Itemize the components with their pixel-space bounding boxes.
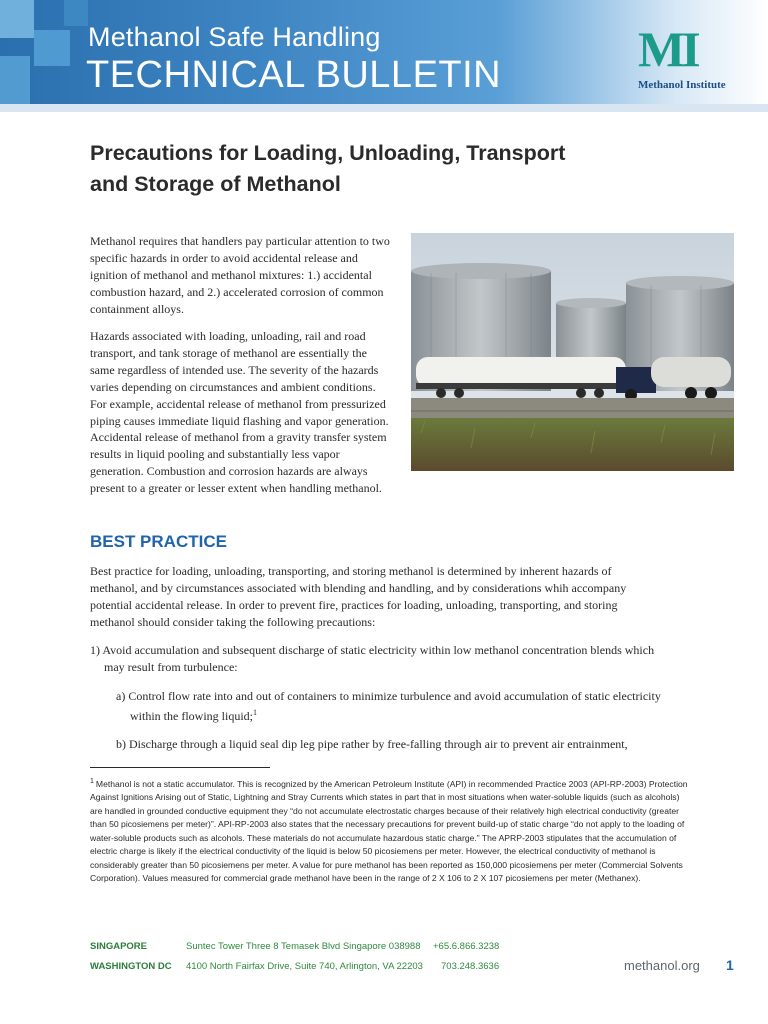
decor-square — [0, 56, 30, 104]
precaution-item-a — [116, 688, 670, 725]
decor-square — [0, 0, 34, 38]
precaution-item-b: b) Discharge through a liquid seal dip leg pipe rather by free-falling through air to prevent air entrainment, — [116, 737, 628, 751]
title-line-2: and Storage of Methanol — [90, 172, 341, 196]
footer-phone-singapore[interactable]: +65.6.866.3238 — [433, 941, 500, 952]
header-divider — [0, 104, 768, 112]
footer-address-singapore: Suntec Tower Three 8 Temasek Blvd Singapore 038988 — [186, 941, 421, 952]
precaution-item-a-text: a) Control flow rate into and out of containers to minimize turbulence and avoid accumulation of static electricity within the flowing liquid; — [116, 689, 661, 723]
decor-square — [34, 30, 70, 66]
intro-paragraph-1: Methanol requires that handlers pay particular attention to two specific hazards in order to avoid accidental release and ignition of methanol and methanol mixtures: 1.) accidental combustion hazard, and 2.) accelerated corrosion of common containment alloys. — [90, 234, 390, 316]
footer-address-washington: 4100 North Fairfax Drive, Suite 740, Arlington, VA 22203 — [186, 961, 423, 972]
footnote-mark: 1 — [90, 778, 94, 785]
best-practice-heading: BEST PRACTICE — [90, 532, 227, 551]
footer-city-singapore: SINGAPORE — [90, 941, 148, 952]
decor-square — [64, 0, 88, 26]
logo-mark: MI — [638, 21, 697, 77]
header-banner — [0, 0, 768, 104]
page-title — [90, 138, 610, 200]
title-line-1: Precautions for Loading, Unloading, Transport — [90, 141, 566, 165]
website-link[interactable]: methanol.org — [624, 958, 700, 973]
header-subtitle: Methanol Safe Handling — [88, 22, 381, 52]
precaution-item-1: 1) Avoid accumulation and subsequent discharge of static electricity within low methanol concentration blends which may result from turbulence: — [90, 643, 655, 674]
footnote-reference[interactable]: 1 — [253, 707, 257, 717]
header-title: TECHNICAL BULLETIN — [86, 54, 502, 96]
footer-phone-washington[interactable]: 703.248.3636 — [441, 961, 500, 972]
best-practice-paragraph: Best practice for loading, unloading, transporting, and storing methanol is determined by inherent hazards of methanol, and by circumstances associated with blending and handling, and by considerations whih accompany potential accidental release. In order to prevent fire, practices for loading, unloading, transporting, and storing methanol should consider taking the following precautions: — [90, 564, 627, 629]
footnote-text: Methanol is not a static accumulator. This is recognized by the American Petroleum Institute (API) in recommended Practice 2003 (API-RP-2003) Protection Against Ignitions Arising out of Static, Lightning and Stray Currents which states in part that in most situations when water-soluble liquids (such as alcohols) are handled in grounded conductive equipment they “do not accumulate electrostatic charges because of their relatively high electrical conductivity (greater than 50 picosiemens per meter)”. API-RP-2003 also states that the necessary precautions for prevent build-up of static charge “do not apply to the loading of water-soluble products such as alcohols. These materials do not accumulate hazardous static charge.” The APRP-2003 stipulates that the accumulation of electric charge is likely if the electrical conductivity of the liquid is below 50 picosiemens per meter. However, the electrical conductivity of methanol is considerably greater than 50 picosiemens per meter. A value for pure methanol has been reported as 150,000 picosiemens per meter (Commercial Solvents Corporation). Values measured for commercial grade methanol have been in the range of 2 X 106 to 2 X 107 picosiemens per meter (Methanex). — [90, 778, 688, 884]
page-number: 1 — [726, 957, 734, 973]
logo-text: Methanol Institute — [638, 79, 726, 91]
storage-tanks-photo — [411, 233, 734, 471]
footnote-divider — [90, 767, 270, 768]
intro-paragraph-2: Hazards associated with loading, unloading, rail and road transport, and tank storage of methanol are essentially the same regardless of intended use. The severity of the hazards varies depending on circumstances and ambient conditions. For example, accidental release of methanol from pressurized piping causes immediate liquid flashing and vapor generation. Accidental release of methanol from a gravity transfer system results in liquid pooling and substantially less vapor generation. Combustion and corrosion hazards are always present to a greater or lesser extent when handling methanol. — [90, 329, 389, 496]
footnote — [90, 775, 690, 886]
footer-city-washington: WASHINGTON DC — [90, 961, 172, 972]
methanol-institute-logo[interactable] — [630, 21, 750, 96]
